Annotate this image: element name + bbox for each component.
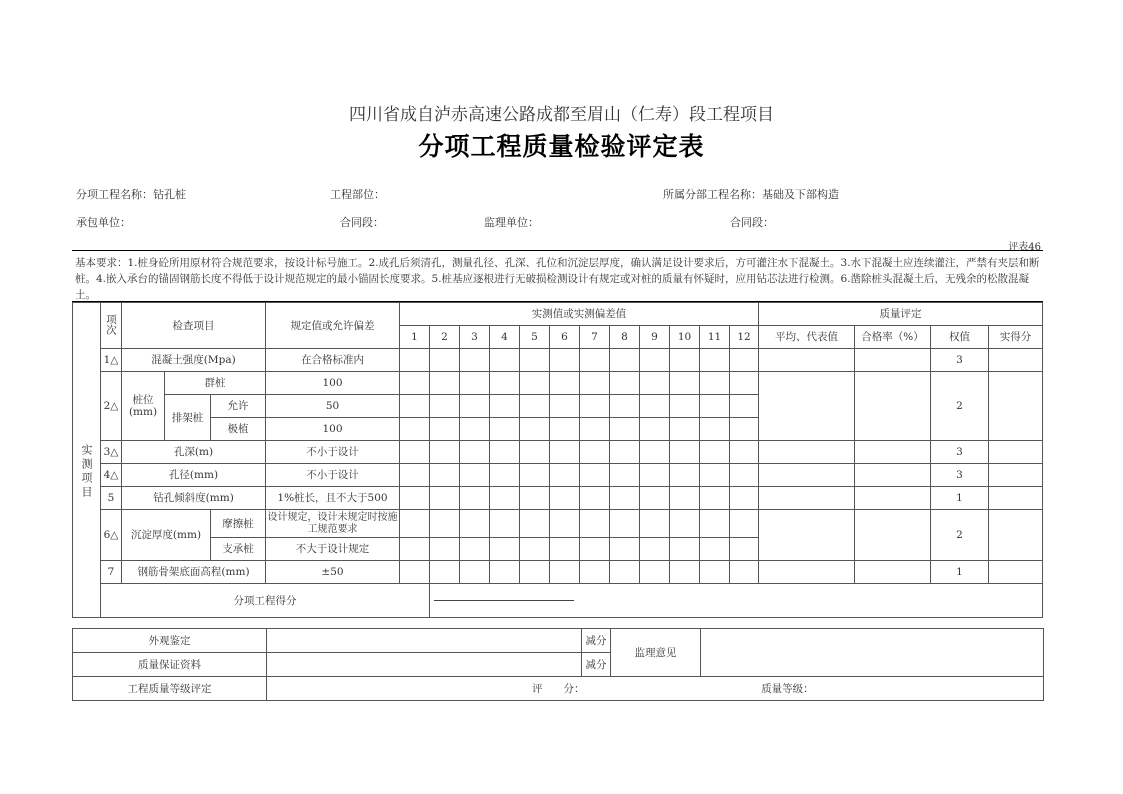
grade-eval-label: 工程质量等级评定 bbox=[73, 677, 267, 701]
side-label: 实测项目 bbox=[80, 443, 93, 500]
col-7: 7 bbox=[580, 326, 610, 349]
table-row bbox=[73, 561, 1043, 584]
row-spec: 50 bbox=[266, 395, 400, 418]
table-row bbox=[73, 510, 1043, 538]
row-weight: 1 bbox=[931, 561, 989, 584]
row-spec: 1%桩长，且不大于500 bbox=[266, 487, 400, 510]
project-subtitle: 四川省成自泸赤高速公路成都至眉山（仁寿）段工程项目 bbox=[349, 105, 774, 125]
col-1: 1 bbox=[400, 326, 430, 349]
header-seq: 项次 bbox=[101, 303, 122, 349]
row-item: 桩位(mm) bbox=[122, 372, 165, 441]
row-subitem: 排架桩 bbox=[165, 395, 211, 441]
row-subitem: 允许 bbox=[211, 395, 266, 418]
col-4: 4 bbox=[490, 326, 520, 349]
deduct-label: 减分 bbox=[582, 653, 611, 677]
inspection-table bbox=[72, 302, 1043, 618]
row-seq: 5 bbox=[101, 487, 122, 510]
table-row bbox=[73, 487, 1043, 510]
row-item: 混凝土强度(Mpa) bbox=[122, 349, 266, 372]
score-value bbox=[430, 584, 1043, 618]
col-2: 2 bbox=[430, 326, 460, 349]
col-8: 8 bbox=[610, 326, 640, 349]
col-11: 11 bbox=[700, 326, 730, 349]
contract-section-field: 合同段： bbox=[340, 216, 384, 229]
row-spec: 在合格标准内 bbox=[266, 349, 400, 372]
form-number: 评表46 bbox=[1008, 242, 1041, 253]
header-weight: 权值 bbox=[931, 326, 989, 349]
deduct-label: 减分 bbox=[582, 629, 611, 653]
supervisor-field: 监理单位： bbox=[484, 216, 539, 229]
basic-requirements: 基本要求：1.桩身砼所用原材符合规范要求，按设计标号施工。2.成孔后须清孔，测量孔径、孔深、孔位和沉淀层厚度，确认满足设计要求后，方可灌注水下混凝土。3.水下混凝土应连续灌注，严禁有夹层和断桩。4.嵌入承台的锚固钢筋长度不得低于设计规范规定的最小锚固长度要求。5.桩基应逐根进行无破损检测设计有规定或对桩的质量有怀疑时，应用钻芯法进行检测。6.凿除桩头混凝土后，无残余的松散混凝土。 bbox=[72, 250, 1043, 302]
table-row bbox=[73, 372, 1043, 395]
row-item: 孔径(mm) bbox=[122, 464, 266, 487]
row-spec: 不大于设计规定 bbox=[266, 538, 400, 561]
row-weight: 3 bbox=[931, 441, 989, 464]
row-spec: ±50 bbox=[266, 561, 400, 584]
header-avg: 平均、代表值 bbox=[759, 326, 855, 349]
grade-label: 质量等级： bbox=[761, 683, 814, 695]
row-spec: 100 bbox=[266, 418, 400, 441]
header-score: 实得分 bbox=[989, 326, 1043, 349]
row-subitem: 摩擦桩 bbox=[211, 510, 266, 538]
grade-eval-content bbox=[267, 677, 1044, 701]
row-seq: 6△ bbox=[101, 510, 122, 561]
header-measured: 实测值或实测偏差值 bbox=[400, 303, 759, 326]
score-row bbox=[73, 584, 1043, 618]
col-12: 12 bbox=[730, 326, 759, 349]
row-weight: 1 bbox=[931, 487, 989, 510]
table-row bbox=[73, 349, 1043, 372]
row-subitem: 极植 bbox=[211, 418, 266, 441]
row-seq: 2△ bbox=[101, 372, 122, 441]
row-item: 孔深(m) bbox=[122, 441, 266, 464]
form-title: 分项工程质量检验评定表 bbox=[418, 132, 705, 161]
col-9: 9 bbox=[640, 326, 670, 349]
row-subitem: 支承桩 bbox=[211, 538, 266, 561]
row-item: 钢筋骨架底面高程(mm) bbox=[122, 561, 266, 584]
row-seq: 1△ bbox=[101, 349, 122, 372]
row-seq: 3△ bbox=[101, 441, 122, 464]
row-spec: 不小于设计 bbox=[266, 441, 400, 464]
table-row bbox=[73, 441, 1043, 464]
score-label: 评 分： bbox=[532, 683, 585, 695]
qa-docs-label: 质量保证资料 bbox=[73, 653, 267, 677]
header-item: 检查项目 bbox=[122, 303, 266, 349]
row-weight: 3 bbox=[931, 349, 989, 372]
contractor-field: 承包单位： bbox=[76, 216, 131, 229]
row-weight: 2 bbox=[931, 372, 989, 441]
row-weight: 2 bbox=[931, 510, 989, 561]
header-spec: 规定值或允许偏差 bbox=[266, 303, 400, 349]
evaluation-table bbox=[72, 628, 1044, 701]
item-name-field: 分项工程名称：钻孔桩 bbox=[76, 188, 186, 201]
score-label: 分项工程得分 bbox=[101, 584, 430, 618]
row-item: 沉淀厚度(mm) bbox=[122, 510, 211, 561]
row-seq: 4△ bbox=[101, 464, 122, 487]
location-field: 工程部位： bbox=[330, 188, 385, 201]
col-6: 6 bbox=[550, 326, 580, 349]
header-rate: 合格率（%） bbox=[855, 326, 931, 349]
row-weight: 3 bbox=[931, 464, 989, 487]
row-item: 钻孔倾斜度(mm) bbox=[122, 487, 266, 510]
appearance-label: 外观鉴定 bbox=[73, 629, 267, 653]
row-subitem: 群桩 bbox=[165, 372, 266, 395]
row-spec: 100 bbox=[266, 372, 400, 395]
col-3: 3 bbox=[460, 326, 490, 349]
header-quality: 质量评定 bbox=[759, 303, 1043, 326]
col-5: 5 bbox=[520, 326, 550, 349]
contract-section-field-2: 合同段： bbox=[730, 216, 774, 229]
row-seq: 7 bbox=[101, 561, 122, 584]
col-10: 10 bbox=[670, 326, 700, 349]
table-row bbox=[73, 464, 1043, 487]
row-spec: 不小于设计 bbox=[266, 464, 400, 487]
row-spec: 设计规定，设计未规定时按施工规范要求 bbox=[266, 510, 400, 538]
division-field: 所属分部工程名称：基础及下部构造 bbox=[663, 188, 839, 201]
supervision-label: 监理意见 bbox=[611, 629, 701, 677]
